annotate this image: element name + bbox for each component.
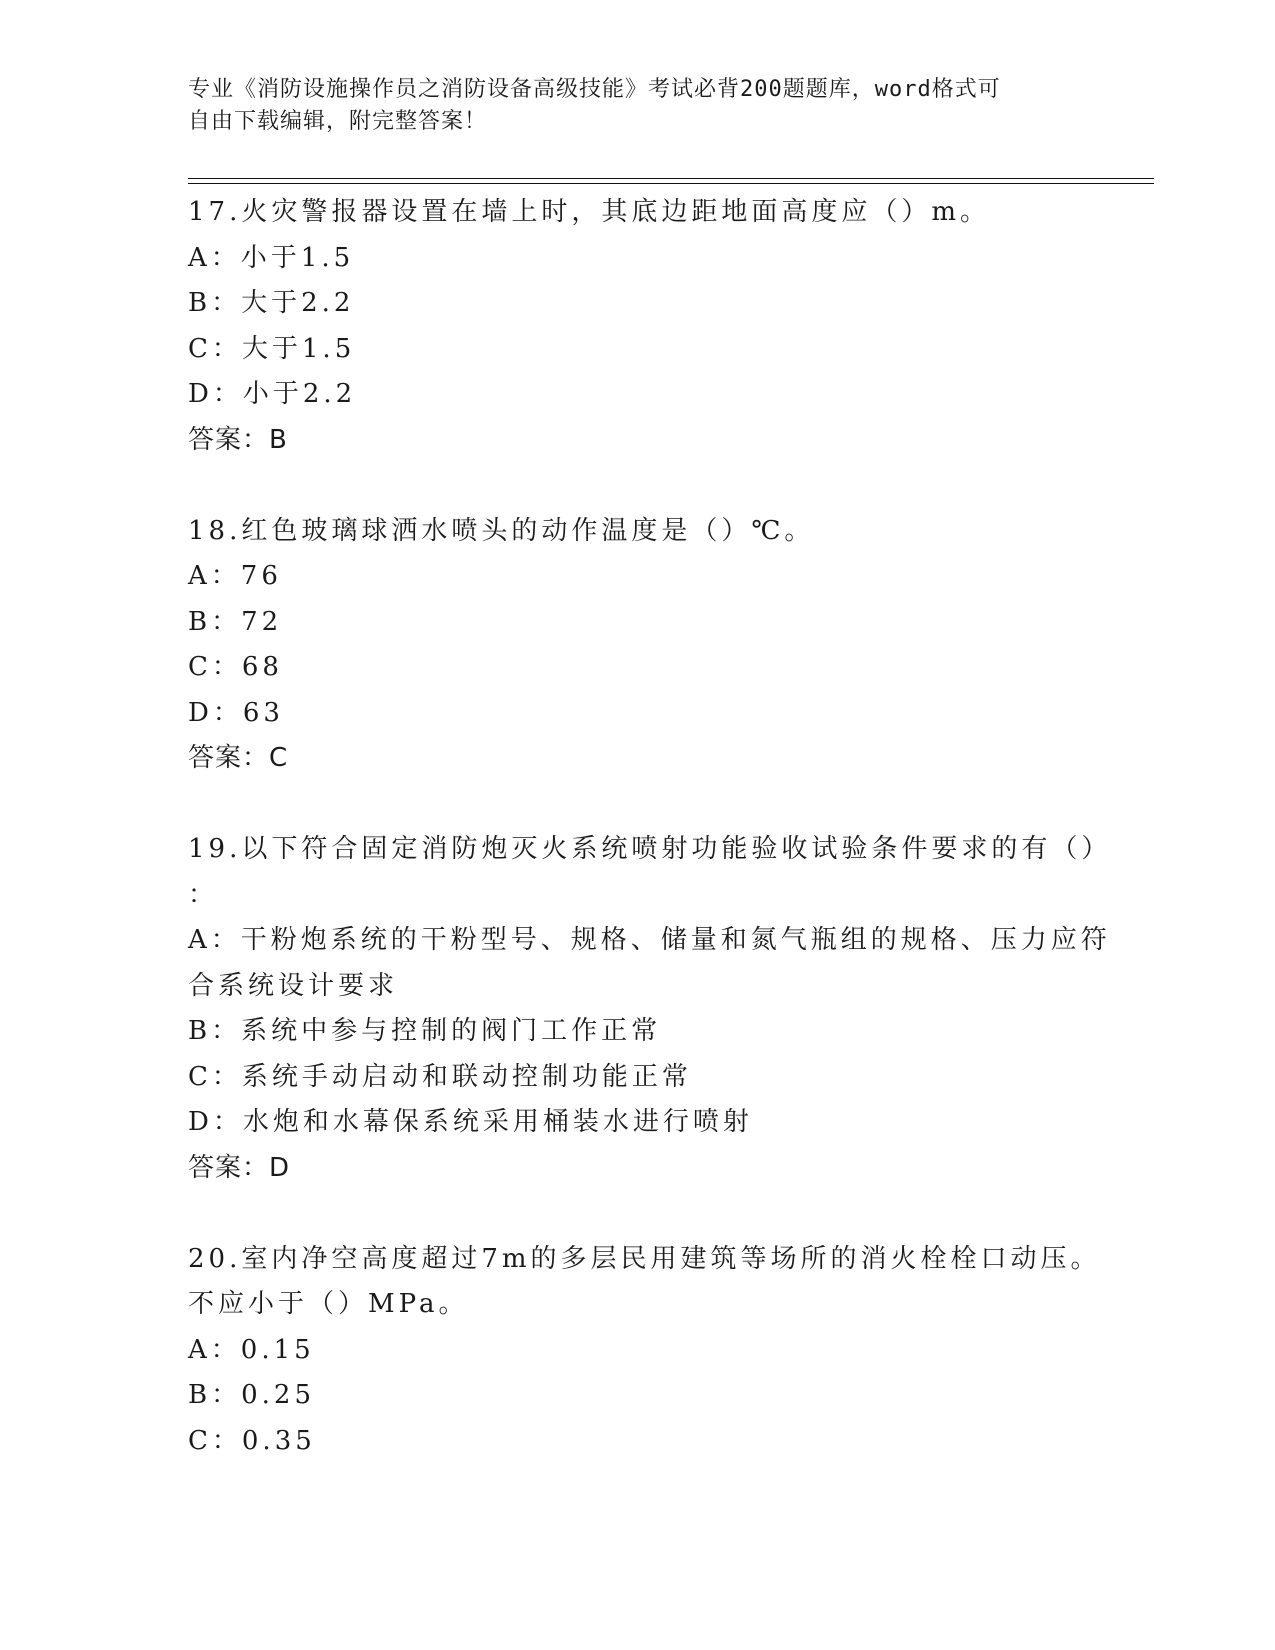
question-stem: 19.以下符合固定消防炮灭火系统喷射功能验收试验条件要求的有（） [188, 834, 1112, 864]
question-19 [188, 827, 1112, 1191]
question-list [188, 190, 1112, 1464]
option-b: B：0.25 [188, 1380, 315, 1410]
option-d: D：63 [188, 697, 284, 728]
option-a: A：0.15 [188, 1334, 315, 1365]
answer-line: 答案：D [188, 1152, 291, 1183]
option-c: C：0.35 [188, 1425, 316, 1456]
spacer [188, 463, 1088, 509]
header-line-2: 自由下载编辑，附完整答案！ [188, 109, 488, 134]
option-d: D：小于2.2 [188, 379, 357, 409]
document-header [188, 74, 1068, 138]
header-line-1: 专业《消防设施操作员之消防设备高级技能》考试必背200题题库，word格式可 [188, 77, 1001, 102]
question-stem-continued: ： [188, 879, 219, 910]
question-20 [188, 1237, 1101, 1465]
option-a: A：干粉炮系统的干粉型号、规格、储量和氮气瓶组的规格、压力应符 [188, 925, 1111, 955]
header-divider-bottom [188, 183, 1154, 184]
option-a: A：小于1.5 [188, 242, 355, 273]
question-stem: 20.室内净空高度超过7m的多层民用建筑等场所的消火栓栓口动压。 [188, 1243, 1101, 1274]
option-b: B：72 [188, 606, 283, 637]
option-d: D：水炮和水幕保系统采用桶装水进行喷射 [188, 1107, 753, 1137]
spacer [188, 1191, 1088, 1237]
question-stem-continued: 不应小于（）MPa。 [188, 1289, 469, 1319]
option-a: A：76 [188, 561, 282, 591]
header-divider-top [188, 178, 1154, 179]
question-18 [188, 509, 1088, 782]
question-stem: 17.火灾警报器设置在墙上时，其底边距地面高度应（）m。 [188, 197, 991, 227]
question-stem: 18.红色玻璃球洒水喷头的动作温度是（）℃。 [188, 515, 815, 546]
option-a-continued: 合系统设计要求 [188, 970, 399, 1001]
option-b: B：系统中参与控制的阀门工作正常 [188, 1016, 662, 1046]
option-c: C：大于1.5 [188, 333, 356, 364]
answer-line: 答案：B [188, 424, 288, 455]
answer-line: 答案：C [188, 743, 289, 773]
question-17 [188, 190, 1088, 463]
option-c: C：系统手动启动和联动控制功能正常 [188, 1061, 692, 1092]
option-b: B：大于2.2 [188, 288, 355, 318]
spacer [188, 782, 1088, 828]
option-c: C：68 [188, 652, 283, 682]
